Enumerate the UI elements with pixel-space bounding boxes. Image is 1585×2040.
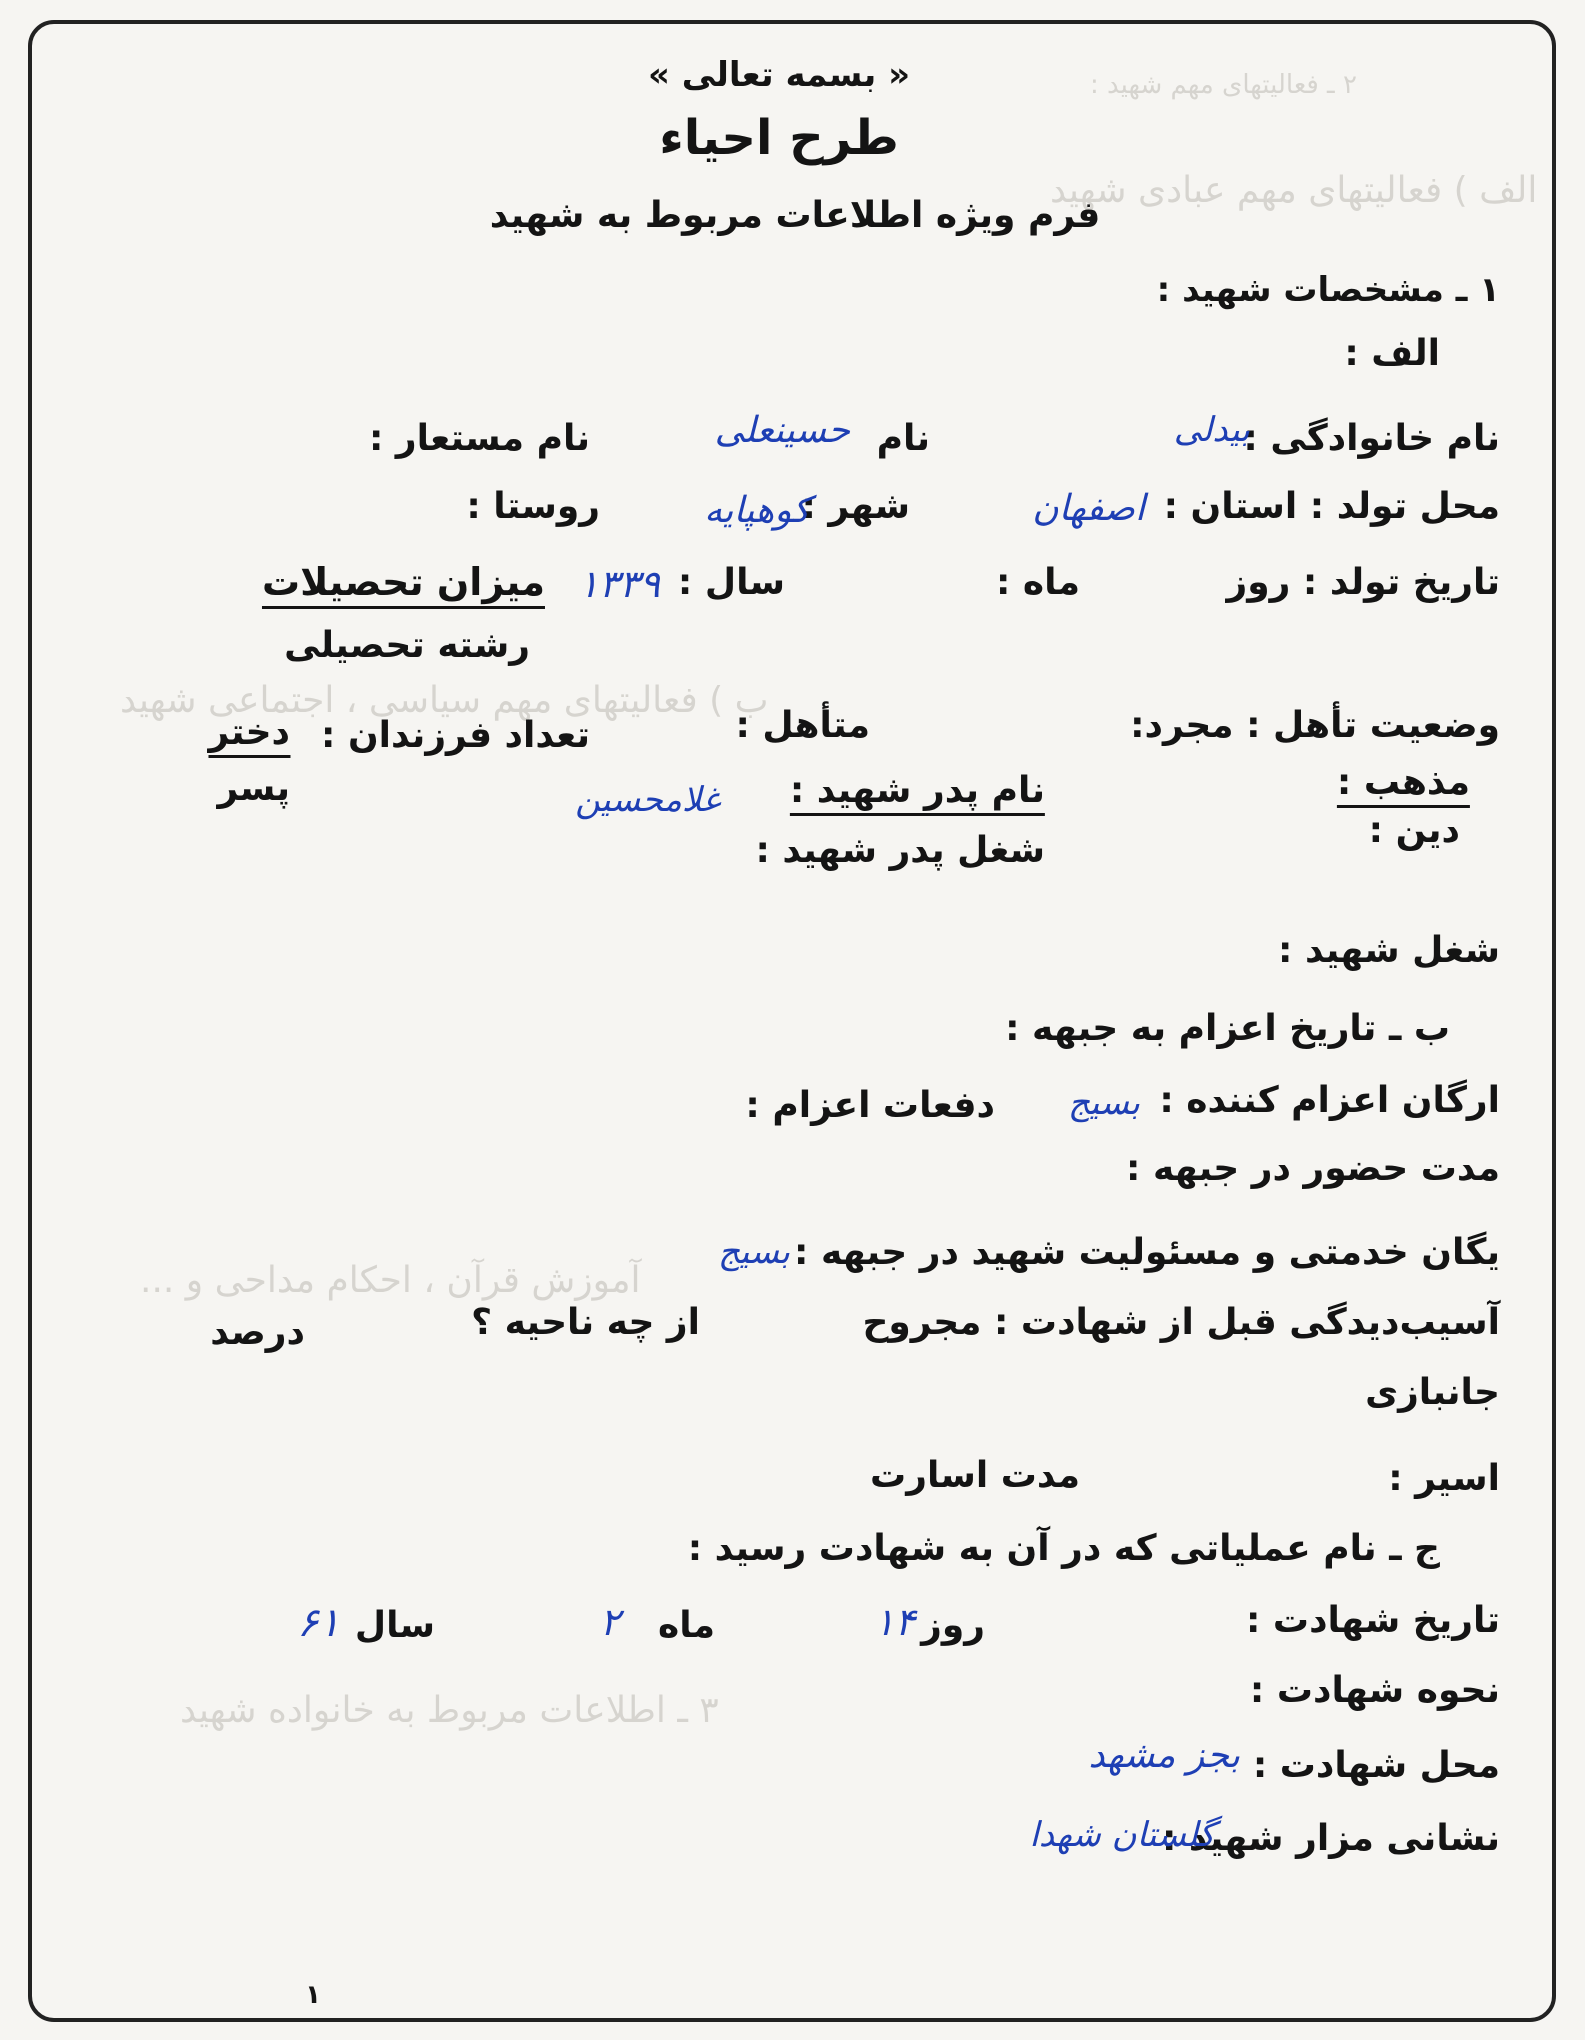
first-name-label: نام (876, 418, 930, 459)
front-duration-label: مدت حضور در جبهه : (1126, 1148, 1500, 1189)
subsection-b: ب ـ تاریخ اعزام به جبهه : (1005, 1008, 1450, 1049)
subsection-c: ج ـ نام عملیاتی که در آن به شهادت رسید : (687, 1528, 1440, 1569)
subsection-a: الف : (1344, 333, 1440, 374)
field-label: رشته تحصیلی (284, 625, 530, 666)
bleed-through-text: ۲ ـ فعالیتهای مهم شهید : (1090, 70, 1357, 100)
religion-label: دین : (1368, 810, 1460, 851)
page-number: ۱ (305, 1980, 321, 2010)
martyr-job-label: شغل شهید : (1278, 930, 1500, 971)
martyrdom-month-label: ماه (657, 1605, 715, 1646)
marital-label: وضعیت تأهل : مجرد: (1130, 705, 1500, 746)
city-value: کوهپایه (704, 490, 810, 531)
grave-value: گلستان شهدا (1029, 1815, 1215, 1855)
plan-title: طرح احیاء (659, 110, 899, 166)
children-label: تعداد فرزندان : (321, 715, 590, 756)
sect-label: مذهب : (1337, 762, 1470, 808)
unit-value: بسیج (717, 1232, 790, 1272)
daughter-label: دختر (208, 712, 290, 758)
village-label: روستا : (466, 486, 600, 527)
father-name-label: نام پدر شهید : (790, 770, 1045, 816)
father-job-label: شغل پدر شهید : (755, 830, 1045, 871)
education-label: میزان تحصیلات (262, 560, 545, 609)
first-name-value: حسینعلی (714, 410, 850, 451)
bleed-through-text: ب ) فعالیتهای مهم سیاسی ، اجتماعی شهید (120, 680, 769, 721)
bismillah-heading: « بسمه تعالی » (647, 55, 911, 95)
bleed-through-text: الف ) فعالیتهای مهم عبادی شهید (1050, 170, 1538, 211)
veteran-label: جانبازی (1365, 1372, 1500, 1413)
city-label: شهر : (801, 486, 910, 527)
family-name-value: بیدلی (1173, 410, 1250, 450)
grave-label: نشانی مزار شهید : (1161, 1818, 1500, 1859)
martyrdom-month-value: ۲ (599, 1600, 620, 1644)
manner-label: نحوه شهادت : (1249, 1670, 1500, 1711)
birthdate-label: تاریخ تولد : روز (1226, 562, 1500, 603)
form-title: فرم ویژه اطلاعات مربوط به شهید (489, 195, 1101, 236)
martyrdom-year-value: ۶۱ (297, 1600, 340, 1646)
dispatch-org-value: بسیج (1067, 1083, 1140, 1123)
captive-label: اسیر : (1388, 1458, 1500, 1499)
bleed-through-text: ۳ ـ اطلاعات مربوط به خانواده شهید (180, 1690, 719, 1731)
martyrdom-year-label: سال (354, 1605, 435, 1646)
percent-label: درصد (210, 1312, 305, 1353)
dispatch-org-label: ارگان اعزام کننده : (1159, 1080, 1500, 1121)
captivity-duration-label: مدت اسارت (870, 1455, 1080, 1496)
birth-year-label: سال : (677, 562, 785, 603)
father-name-value: غلامحسین (575, 780, 720, 820)
martyrdom-day-value: ۱۴ (874, 1600, 915, 1644)
province-value: اصفهان (1032, 488, 1145, 529)
injury-area-label: از چه ناحیه ؟ (471, 1302, 700, 1343)
bleed-through-text: آموزش قرآن ، احکام مداحی و ... (140, 1260, 641, 1301)
family-name-label: نام خانوادگی : (1243, 418, 1500, 459)
alias-label: نام مستعار : (368, 418, 590, 459)
dispatch-count-label: دفعات اعزام : (745, 1085, 995, 1126)
place-label: محل شهادت : (1252, 1745, 1500, 1786)
birth-year-value: ۱۳۳۹ (578, 562, 660, 606)
martyrdom-date-label: تاریخ شهادت : (1245, 1600, 1500, 1641)
birth-month-label: ماه : (996, 562, 1080, 603)
son-label: پسر (217, 768, 290, 809)
martyrdom-day-label: روز (921, 1605, 985, 1646)
injury-label: آسیب‌دیدگی قبل از شهادت : مجروح (862, 1302, 1500, 1343)
married-label: متأهل : (735, 705, 870, 746)
unit-label: یگان خدمتی و مسئولیت شهید در جبهه : (794, 1232, 1500, 1273)
birthplace-label: محل تولد : استان : (1163, 486, 1500, 527)
section-heading: ۱ ـ مشخصات شهید : (1156, 270, 1500, 310)
place-value: بجز مشهد (1088, 1735, 1240, 1776)
